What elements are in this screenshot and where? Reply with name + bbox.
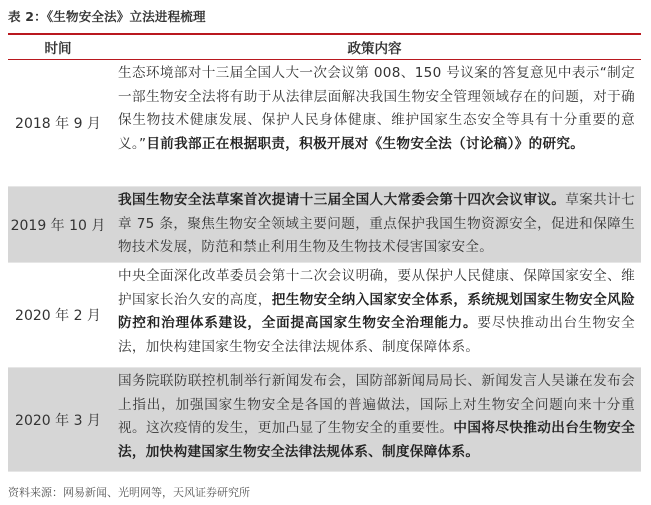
source-note: 资料来源：网易新闻、光明网等，天风证券研究所 (8, 486, 250, 499)
header-content: 政策内容 (347, 41, 402, 57)
header-time: 时间 (44, 41, 72, 57)
row-time: 2020 年 2 月 (15, 308, 101, 324)
table-row (8, 263, 641, 368)
table-row (8, 187, 641, 263)
row-bold-text: 中国将尽快推动出台生物安全法，加快构建国家生物安全法律法规体系、制度保障体系。 (118, 420, 635, 460)
policy-table (8, 33, 641, 472)
row-text: 国务院联防联控机制举行新闻发布会，国防部新闻局局长、新闻发言人吴谦在发布会上指出，加强国家生物安全是各国的普遍做法，国际上对生物安全问题向来十分重视。这次疫情的发生，更加凸显了生物安全的重要性。 (118, 373, 635, 436)
row-time: 2019 年 10 月 (10, 217, 106, 234)
row-bold-text: 把生物安全纳入国家安全体系，系统规划国家生物安全风险防控和治理体系建设，全面提高国家生物安全治理能力。 (118, 291, 635, 331)
row-text: 要尽快推动出台生物安全法，加快构建国家生物安全法律法规体系、制度保障体系。 (118, 315, 635, 355)
row-time: 2018 年 9 月 (15, 116, 101, 132)
row-time: 2020 年 3 月 (15, 412, 101, 429)
table-header (8, 35, 641, 60)
row-text: 中央全面深化改革委员会第十二次会议明确，要从保护人民健康、保障国家安全、维护国家长治久安的高度， (118, 268, 635, 308)
table-row (8, 368, 641, 472)
row-text: 生态环境部对十三届全国人大一次会议第 008、150 号议案的答复意见中表示“制定一部生物安全法将有助于从法律层面解决我国生物安全管理领域存在的问题，对于确保生物技术健康发展、保护人民身体健康、维护国家生态安全等具有十分重要的意义。” (118, 65, 635, 152)
table-caption: 表 2：《生物安全法》立法进程梳理 (8, 9, 206, 24)
row-text: 草案共计七章 75 条，聚焦生物安全领域主要问题，重点保护我国生物资源安全，促进和保障生物技术发展，防范和禁止利用生物及生物技术侵害国家安全。 (118, 192, 635, 255)
row-bold-text: 目前我部正在根据职责，积极开展对《生物安全法（讨论稿）》的研究。 (146, 135, 585, 152)
table-row (8, 60, 641, 187)
row-bold-text: 我国生物安全法草案首次提请十三届全国人大常委会第十四次会议审议。 (118, 192, 566, 208)
row-content (108, 187, 641, 262)
row-content (108, 263, 641, 367)
row-content (108, 60, 641, 186)
row-content (108, 368, 641, 471)
